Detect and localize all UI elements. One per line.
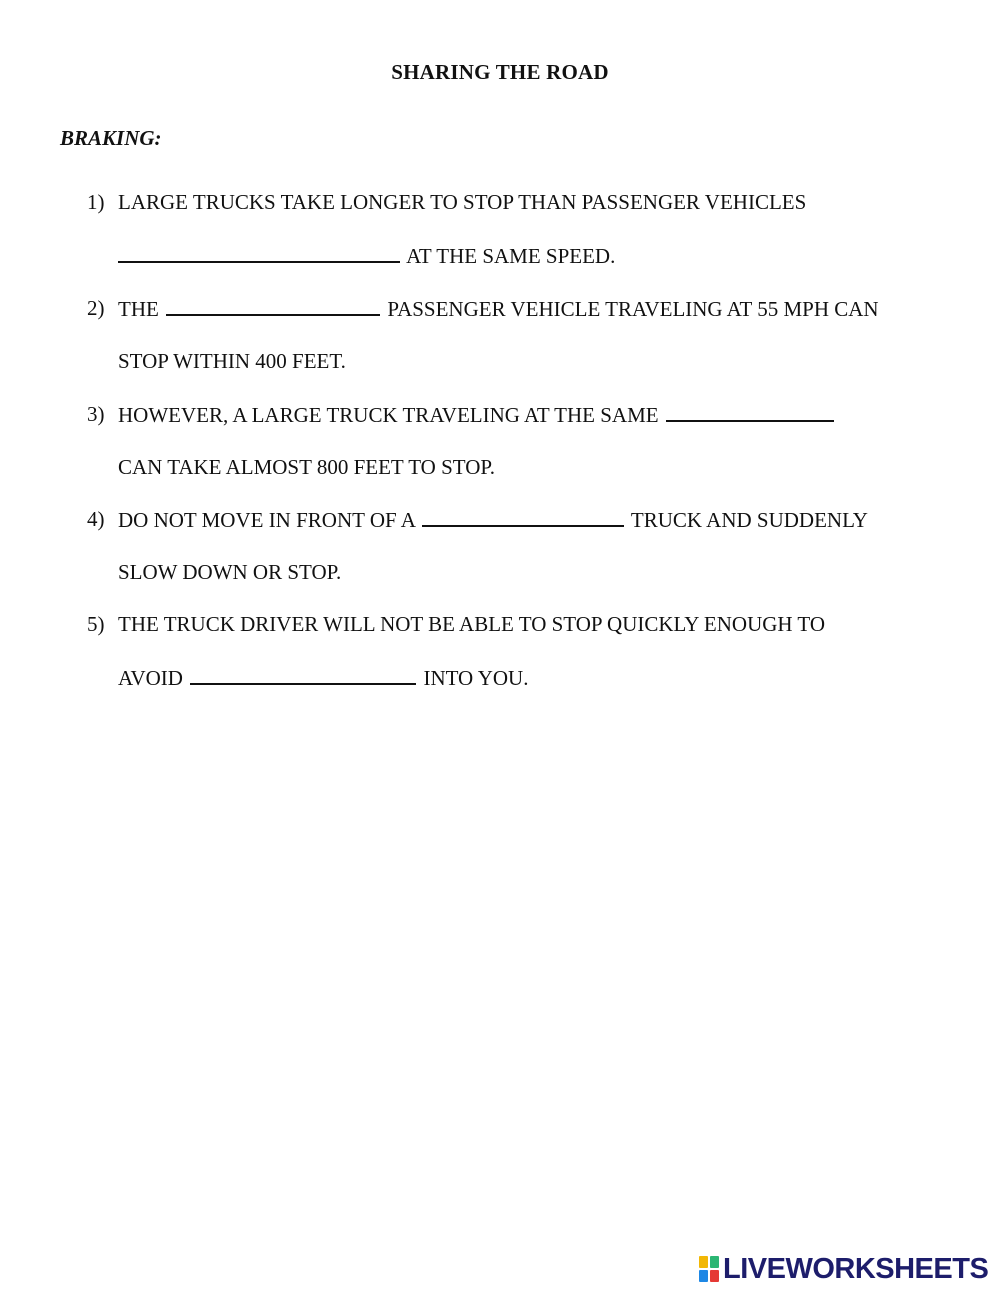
liveworksheets-logo-icon	[698, 1255, 720, 1283]
item-number: 1)	[87, 190, 105, 214]
item-number: 2)	[87, 296, 105, 320]
item-1-line-1	[118, 190, 806, 215]
answer-blank[interactable]	[166, 296, 380, 316]
item-5-line-1	[118, 612, 825, 637]
item-5-line-2	[118, 665, 528, 691]
item-text: TRUCK AND SUDDENLY	[630, 508, 868, 532]
answer-blank[interactable]	[422, 507, 624, 527]
answer-blank[interactable]	[190, 665, 416, 685]
answer-blank[interactable]	[666, 402, 834, 422]
item-text: SLOW DOWN OR STOP.	[118, 560, 342, 584]
section-heading: BRAKING:	[60, 126, 162, 150]
logo-text: LIVEWORKSHEETS	[723, 1252, 989, 1285]
item-number: 5)	[87, 612, 105, 636]
item-1-line-2	[118, 243, 615, 269]
item-2-line-1	[118, 296, 879, 322]
item-number: 3)	[87, 402, 105, 426]
item-number: 4)	[87, 507, 105, 531]
item-text: CAN TAKE ALMOST 800 FEET TO STOP.	[118, 455, 495, 479]
item-text: PASSENGER VEHICLE TRAVELING AT 55 MPH CAN	[387, 297, 879, 321]
page-title: SHARING THE ROAD	[391, 60, 609, 84]
item-text: AVOID	[118, 666, 183, 690]
item-4-line-2	[118, 560, 341, 585]
item-2-line-2	[118, 349, 346, 374]
item-text: AT THE SAME SPEED.	[406, 244, 616, 268]
liveworksheets-logo	[698, 1254, 988, 1284]
item-3-line-2	[118, 455, 495, 480]
item-text: DO NOT MOVE IN FRONT OF A	[118, 508, 415, 532]
answer-blank[interactable]	[118, 243, 400, 263]
item-4-line-1	[118, 507, 868, 533]
item-text: THE TRUCK DRIVER WILL NOT BE ABLE TO STOP QUICKLY ENOUGH TO	[118, 612, 826, 636]
item-3-line-1	[118, 402, 836, 428]
item-text: HOWEVER, A LARGE TRUCK TRAVELING AT THE SAME	[118, 403, 659, 427]
item-text: THE	[118, 297, 159, 321]
item-text: LARGE TRUCKS TAKE LONGER TO STOP THAN PASSENGER VEHICLES	[118, 190, 807, 214]
item-text: INTO YOU.	[423, 666, 529, 690]
item-text: STOP WITHIN 400 FEET.	[118, 349, 346, 373]
